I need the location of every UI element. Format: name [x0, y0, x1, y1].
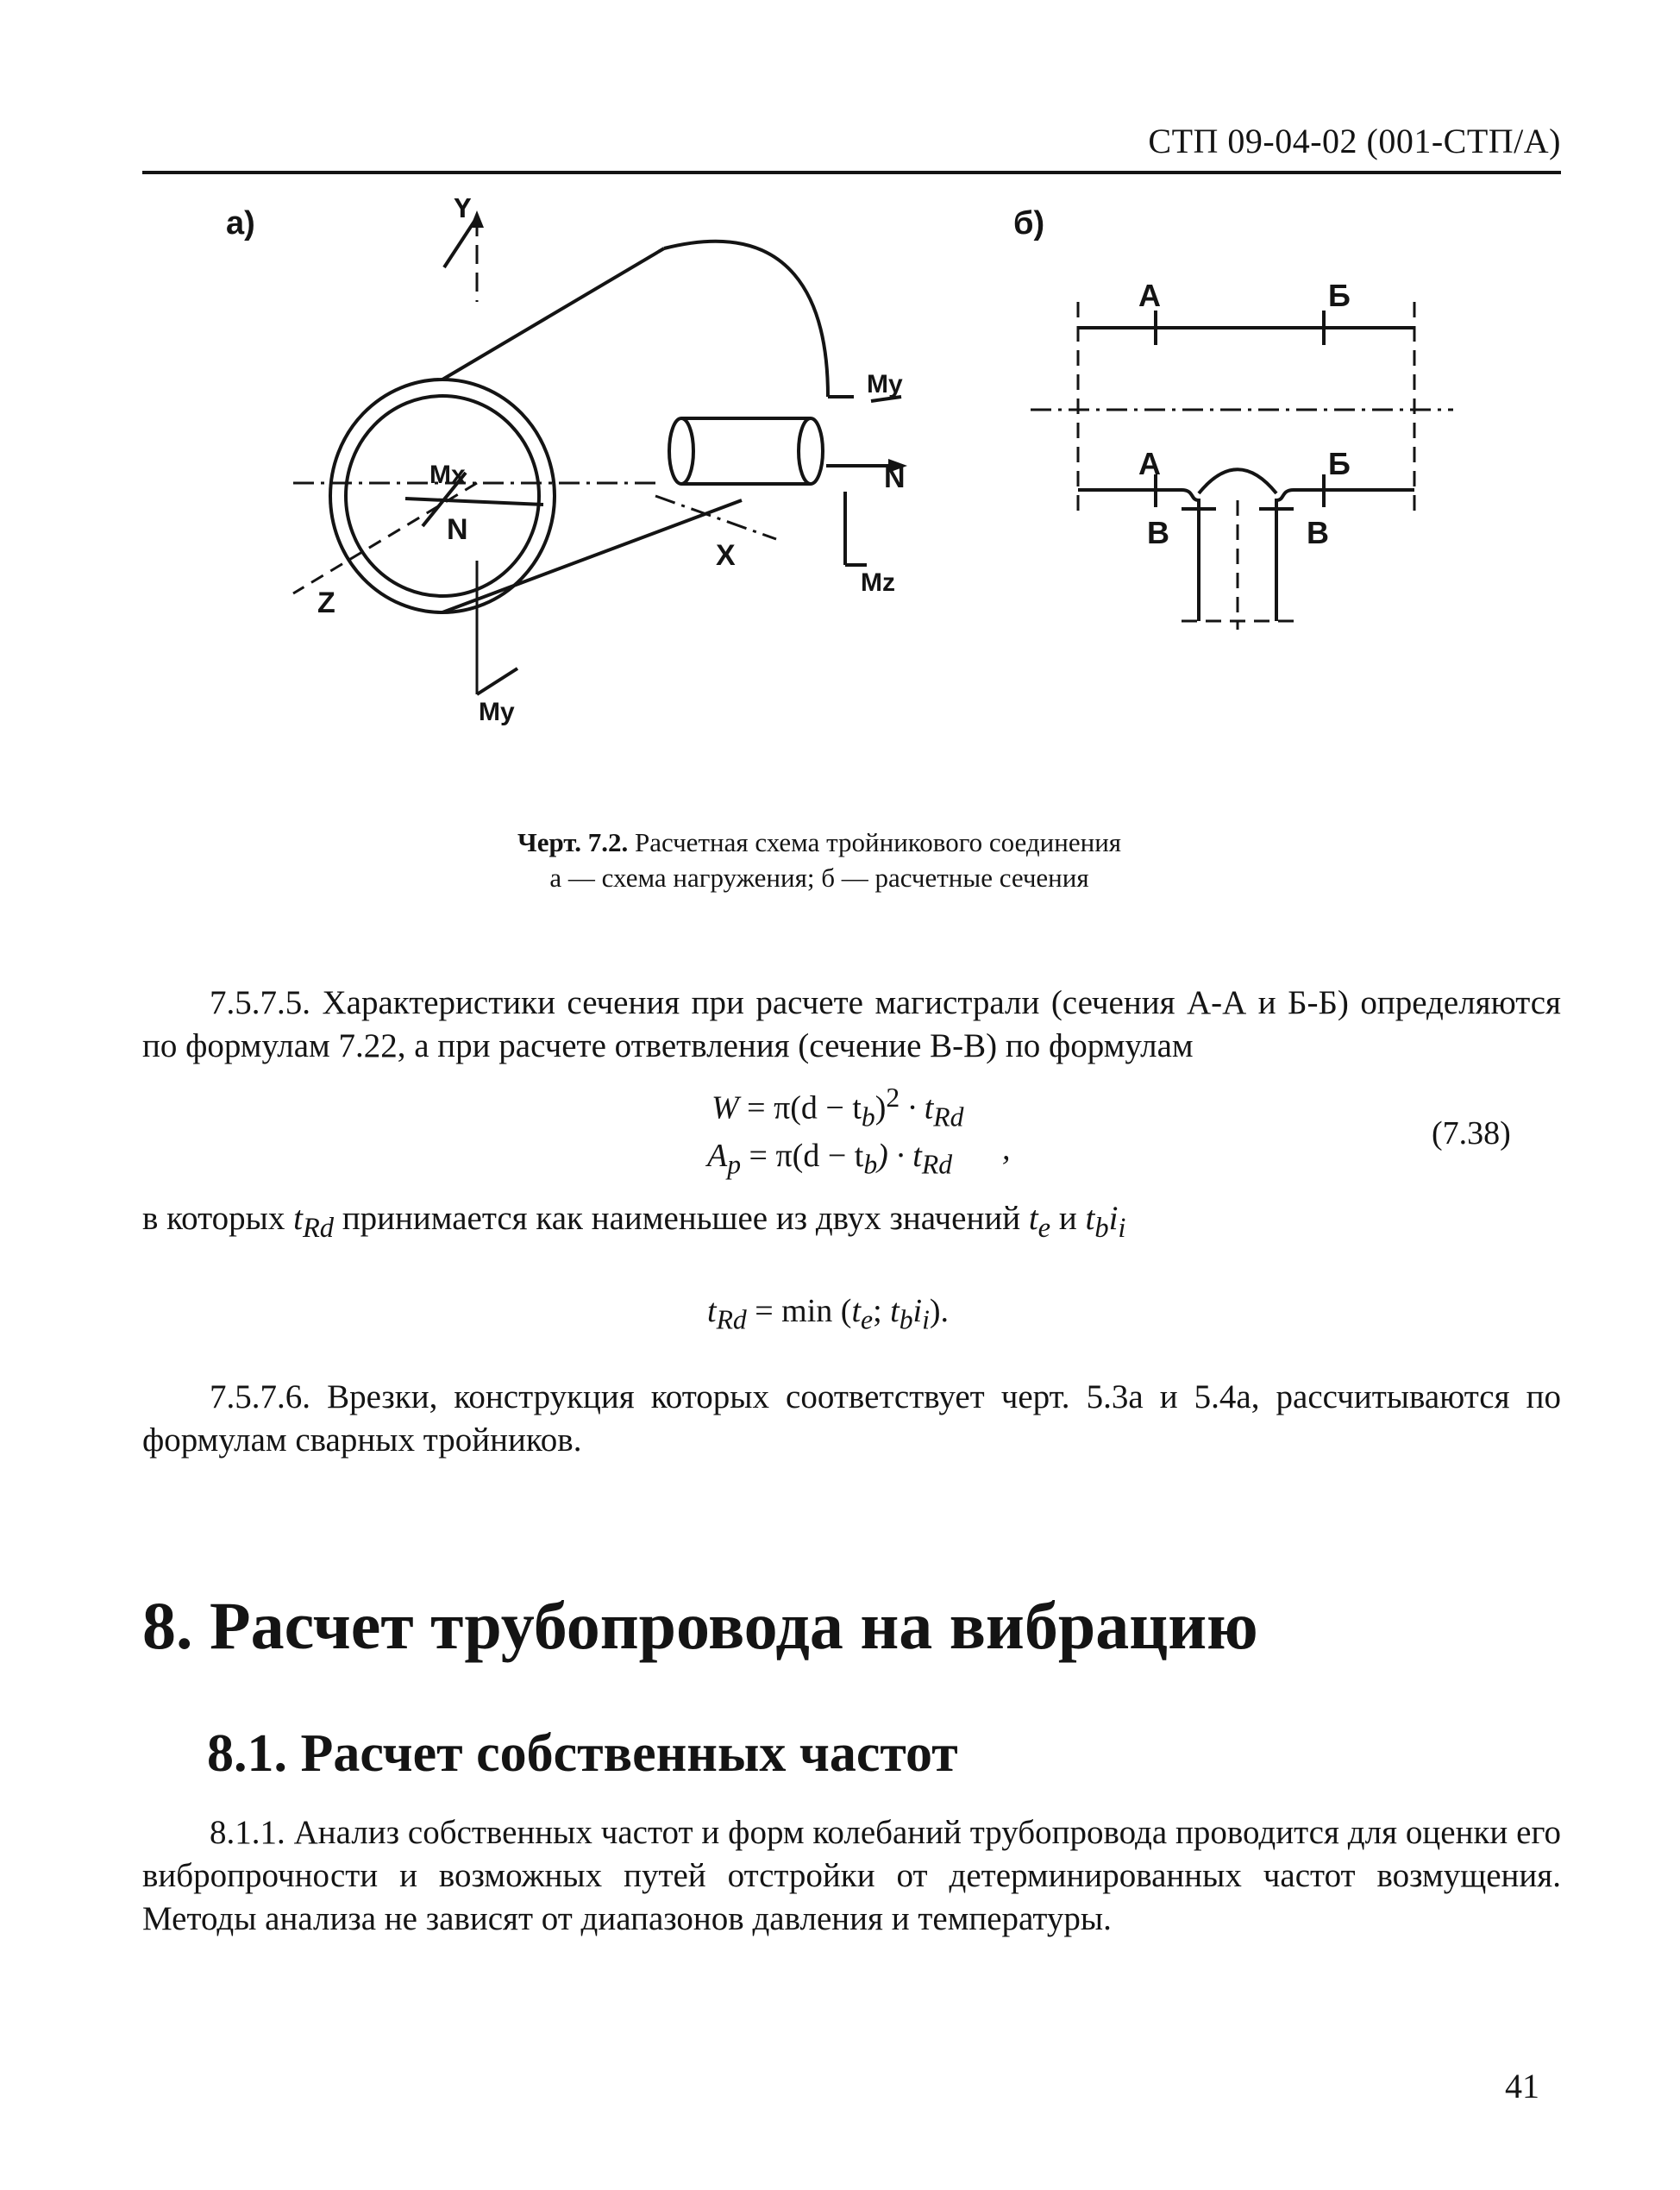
main-pipe-top-edge [442, 248, 664, 380]
formula-t-rd-min: $t_{Rd} = \min (t_e$; $t_bi_i$). [707, 1293, 950, 1335]
branch-pipe-front [799, 418, 823, 484]
y-axis-label: Y [453, 198, 473, 224]
main-pipe-end-outer [330, 380, 555, 612]
section-a-bottom-label: А [1138, 446, 1161, 481]
figure-caption-number: Черт. 7.2. [517, 827, 629, 857]
section-v-right-label: В [1307, 515, 1329, 550]
figure-label-b: б) [1013, 205, 1045, 242]
paragraph-7-5-7-5-number: 7.5.7.5. [210, 984, 310, 1021]
document-code: СТП 09-04-02 (001-СТП/А) [1148, 122, 1561, 160]
formula-section-modulus: $W = \pi(d - t_b)^2 \cdot t_{Rd}$ [711, 1082, 964, 1133]
paragraph-7-5-7-5-text: Характеристики сечения при расчете магистрали (сечения А-А и Б-Б) определяются по формулам 7.22, а при расчете ответвления (сечение В-В) по формулам [142, 984, 1561, 1064]
section-b-top-label: Б [1328, 278, 1351, 313]
n-axis-label: N [884, 461, 906, 494]
calculation-sections-diagram [1018, 267, 1466, 638]
paragraph-t-rd-definition: в которых $t_{Rd}$ принимается как наименьшее из двух значений $t_e$ и $t_bi_i$ [142, 1200, 1126, 1244]
section-v-left-label: В [1147, 515, 1169, 550]
my-bottom-arrow-line [477, 668, 517, 694]
m-right-top-label: My [867, 370, 903, 398]
section-b-bottom-label: Б [1328, 446, 1351, 481]
main-pipe-back-curve [664, 242, 828, 397]
section-8-1-heading: 8.1. Расчет собственных частот [207, 1724, 958, 1783]
y-moment-arrow [444, 217, 477, 267]
branch-pipe-back [669, 418, 693, 484]
figure-label-a: а) [226, 205, 255, 242]
n-left-label: N [447, 513, 468, 546]
formula-comma: , [1002, 1131, 1011, 1167]
x-axis-label: X [716, 539, 736, 572]
paragraph-7-5-7-6: 7.5.7.6. Врезки, конструкция которых соответствует черт. 5.3а и 5.4а, рассчитываются по формулам сварных тройников. [142, 1378, 1561, 1459]
formula-area: $A_p = \pi(d - t_b) \cdot t_{Rd}$ [707, 1138, 953, 1180]
figure-caption-title: Расчетная схема тройникового соединения [628, 827, 1122, 857]
main-pipe-bottom-edge [442, 500, 742, 612]
equation-number-7-38: (7.38) [1432, 1115, 1511, 1151]
section-8-heading: 8. Расчет трубопровода на вибрацию [142, 1588, 1258, 1663]
page-number: 41 [1505, 2067, 1539, 2105]
loading-scheme-diagram [259, 198, 966, 750]
x-axis-line [655, 496, 776, 539]
m-left-arrow-line [405, 499, 543, 505]
main-pipe-end-inner [346, 396, 539, 596]
header-rule [142, 171, 1561, 174]
z-axis-label: Z [317, 587, 335, 619]
m-bottom-label: My [479, 698, 515, 726]
m-right-bottom-label: Mz [861, 568, 895, 597]
section-a-top-label: А [1138, 278, 1161, 313]
paragraph-8-1-1: 8.1.1. Анализ собственных частот и форм колебаний трубопровода проводится для оценки его вибропрочности и возможных путей отстройки от детерминированных частот возмущения. Методы анализа не зависят от диапазонов давления и температуры. [142, 1814, 1561, 1937]
branch-top-curve [1199, 469, 1276, 493]
paragraph-7-5-7-5 [142, 982, 1561, 1068]
m-left-label: Mx [429, 461, 466, 489]
figure-caption [259, 825, 1380, 860]
figure-caption-legend: а — схема нагружения; б — расчетные сечения [549, 863, 1089, 893]
